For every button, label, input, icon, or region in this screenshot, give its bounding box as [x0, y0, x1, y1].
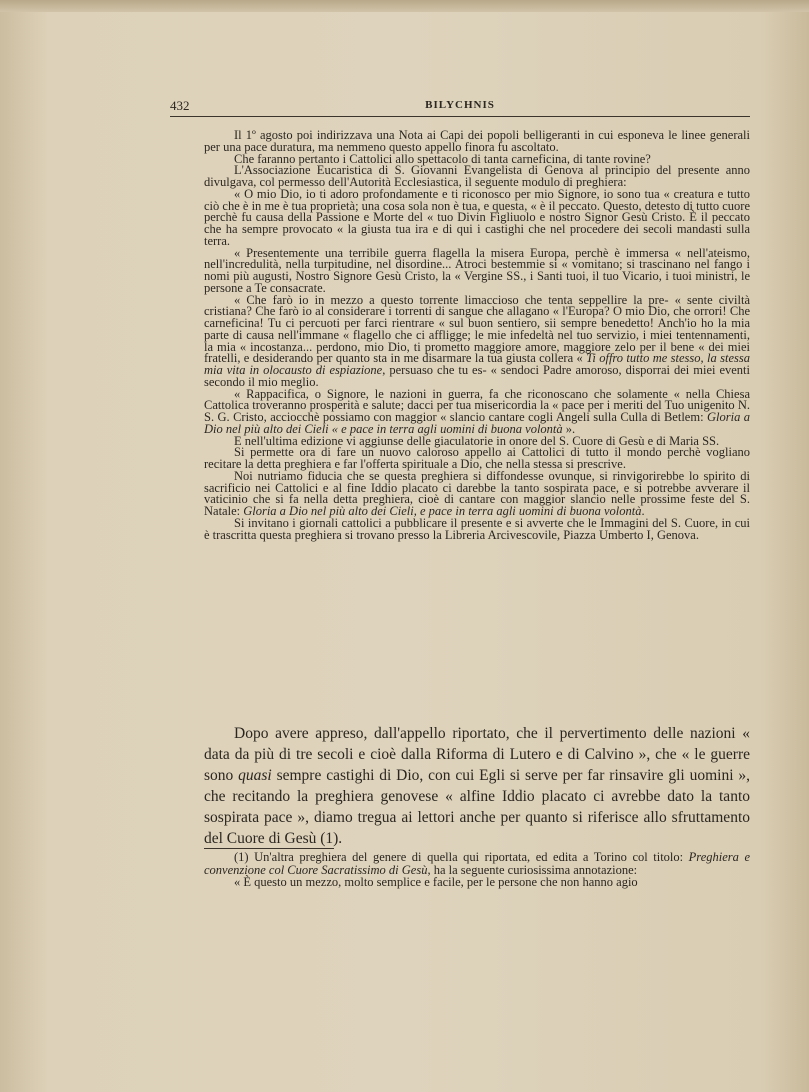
page-top-edge: [0, 0, 809, 12]
paragraph: Si invitano i giornali cattolici a pubblicare il presente e si avverte che le Immagini del S. Cuore, in cui è trascritta questa preghiera si trovano presso la Libreria Arcivescovile, Piazza Umberto I, Genova.: [204, 515, 750, 542]
header-rule: [170, 116, 750, 117]
prayer-paragraph: « O mio Dio, io ti adoro profondamente e ti riconosco per mio Signore, io sono tua « creatura e tutto ciò che è in me è tua proprietà; una cosa sola non è tua, e questa, « è il peccato. Questo, detesto di tutto cuore perchè fu causa della Passione e Morte del « tuo Divin Figliuolo e nostro Signor Gesù Cristo. È il peccato che ha sempre provocato « la giusta tua ira e di qui i castighi che nel procedere dei secoli mandasti sulla terra.: [204, 186, 750, 248]
footnote: (1) Un'altra preghiera del genere di quella qui riportata, ed edita a Torino col titolo: Preghiera e convenzione col Cuore Sacratissimo di Gesù, ha la seguente curiosissima annotazione:: [204, 850, 750, 877]
paragraph: Si permette ora di fare un nuovo caloroso appello ai Cattolici di tutto il mondo perchè vogliano recitare la detta preghiera e far l'offerta spirituale a Dio, che nella stessa si prescrive.: [204, 445, 750, 471]
running-header: [170, 96, 750, 116]
footnotes: [204, 851, 750, 889]
prayer-paragraph: « Presentemente una terribile guerra flagella la misera Europa, perchè è immersa « nell'ateismo, nell'incredulità, nella turpitudine, nel disordine... Atroci bestemmie si « vomitano; si trascinano nel fango i nomi più augusti, Nostro Signore Gesù Cristo, la « Vergine SS., i Santi tuoi, il tuo Vicario, i tuoi ministri, le persone a Te consacrate.: [204, 245, 750, 295]
running-title: BILYCHNIS: [425, 99, 495, 111]
footnote-rule: [204, 848, 334, 849]
paragraph: Che faranno pertanto i Cattolici allo spettacolo di tanta carneficina, di tante rovine?: [234, 151, 651, 166]
paragraph: Noi nutriamo fiducia che se questa preghiera si diffondesse ovunque, si rinvigorirebbe lo spirito di sacrificio nei Cattolici e al fine Iddio placato ci darebbe la tanto sospirata pace, e si potrebbe avverare il vaticinio che si fa nella detta preghiera, cioè di cantare con maggior slancio nelle prossime feste del S. Natale: Gloria a Dio nel più alto dei Cieli, e pace in terra agli uomini di buona volontà.: [204, 468, 750, 518]
footnote-continuation: « È questo un mezzo, molto semplice e facile, per le persone che non hanno agio: [234, 875, 638, 889]
prayer-paragraph: « Rappacifica, o Signore, le nazioni in guerra, fa che riconoscano che solamente « nella Chiesa Cattolica troveranno prosperità e salute; dacci per tua misericordia la « pace per i meriti del Tuo unigenito N. S. G. Cristo, acciocchè possiamo con maggior « slancio cantare cogli Angeli sulla Culla di Betlem: Gloria a Dio nel più alto dei Cieli « e pace in terra agli uomini di buona volontà ».: [204, 386, 750, 436]
paragraph: Il 1º agosto poi indirizzava una Nota ai Capi dei popoli belligeranti in cui esponeva le linee generali per una pace duratura, ma nemmeno questo appello finora fu ascoltato.: [204, 128, 750, 154]
body-small-print: [204, 130, 750, 541]
prayer-paragraph: « Che farò io in mezzo a questo torrente limaccioso che tenta seppellire la pre- « sente civiltà cristiana? Che farò io al considerare i torrenti di sangue che allagano « l'Europa? O mio Dio, che orrori! Che carneficina! Tu ci percuoti per farci rientrare « sul buon sentiero, sii sempre benedetto! Anch'io ho la mia parte di causa nell'immane « flagello che ci affligge; le mie infedeltà nel tuo servizio, i miei tentennamenti, la mia « incostanza... perdono, mio Dio, ti prometto maggiore amore, maggiore zelo per il bene « dei miei fratelli, e desiderando per quanto sta in me disarmare la tua giusta collera « Ti offro tutto me stesso, la stessa mia vita in olocausto di espiazione, persuaso che tu es- « sendoci Padre amoroso, disporrai dei miei eventi secondo il mio meglio.: [204, 292, 750, 389]
paragraph: Dopo avere appreso, dall'appello riportato, che il pervertimento delle nazioni « data da più di tre secoli e cioè dalla Riforma di Lutero e di Calvino », che « le guerre sono quasi sempre castighi di Dio, con cui Egli si serve per far rinsavire gli uomini », che recitando la preghiera genovese « alfine Iddio placato ci avrebbe dato la tanto sospirata pace », diamo tregua ai lettori anche per quanto si riferisce allo sfruttamento del Cuore di Gesù (1).: [204, 725, 750, 847]
paragraph: L'Associazione Eucaristica di S. Giovanni Evangelista di Genova al principio del presente anno divulgava, col permesso dell'Autorità Ecclesiastica, il seguente modulo di preghiera:: [204, 163, 750, 189]
body-main-text: [204, 723, 750, 849]
paragraph: E nell'ultima edizione vi aggiunse delle giaculatorie in onore del S. Cuore di Gesù e di Maria SS.: [234, 433, 720, 448]
page-number: 432: [170, 98, 190, 113]
